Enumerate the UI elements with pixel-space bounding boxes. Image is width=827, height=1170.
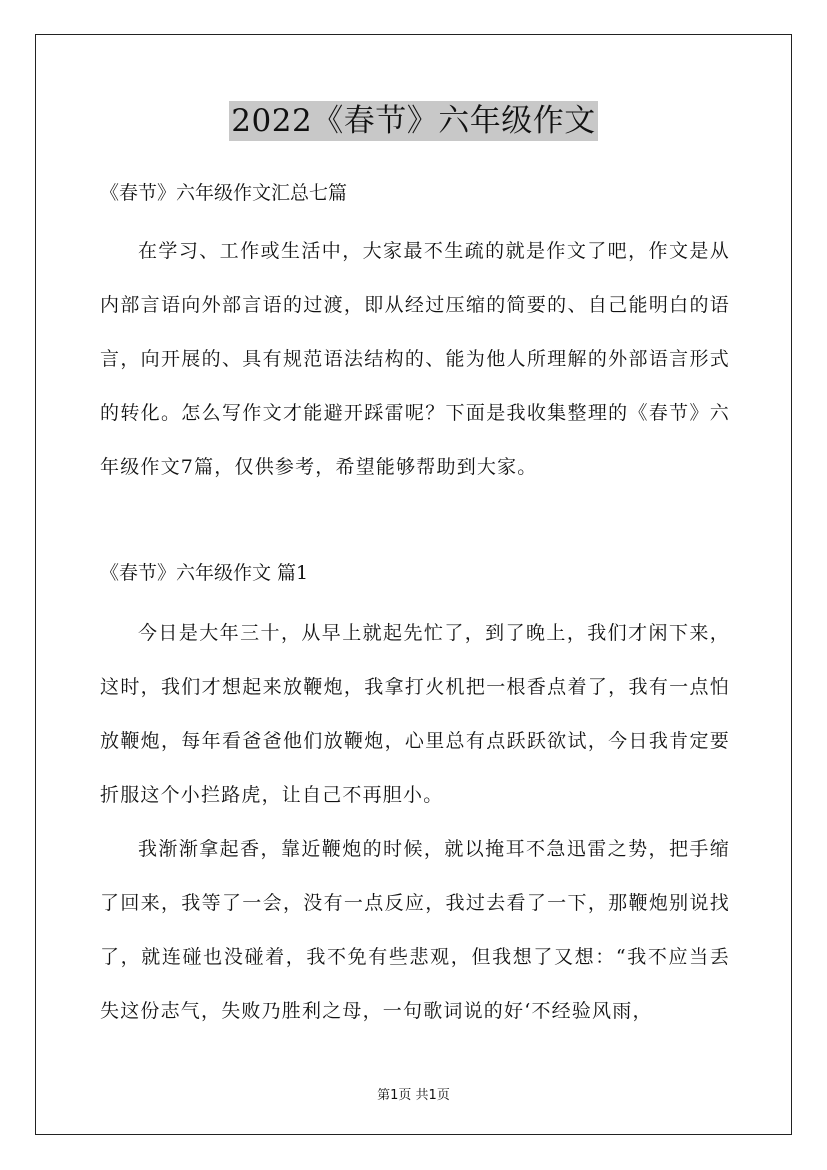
body-paragraph: 我渐渐拿起香，靠近鞭炮的时候，就以掩耳不急迅雷之势，把手缩了回来，我等了一会，没有一点反应，我过去看了一下，那鞭炮别说找了，就连碰也没碰着，我不免有些悲观，但我想了又想：“我不应当丢失这份志气，失败乃胜利之母，一句歌词说的好‘不经验风雨， — [100, 838, 730, 1022]
body-paragraph: 今日是大年三十，从早上就起先忙了，到了晚上，我们才闲下来，这时，我们才想起来放鞭炮，我拿打火机把一根香点着了，我有一点怕放鞭炮，每年看爸爸他们放鞭炮，心里总有点跃跃欲试，今日我肯定要折服这个小拦路虎，让自己不再胆小。 — [100, 622, 730, 806]
page-footer: 第1页 共1页 — [377, 1088, 450, 1103]
document-subtitle: 《春节》六年级作文汇总七篇 — [100, 182, 348, 204]
intro-paragraph: 在学习、工作或生活中，大家最不生疏的就是作文了吧，作文是从内部言语向外部言语的过渡，即从经过压缩的简要的、自己能明白的语言，向开展的、具有规范语法结构的、能为他人所理解的外部语言形式的转化。怎么写作文才能避开踩雷呢？下面是我收集整理的《春节》六年级作文7篇，仅供参考，希望能够帮助到大家。 — [100, 240, 730, 478]
section-heading: 《春节》六年级作文 篇1 — [100, 562, 309, 584]
document-body — [100, 170, 730, 1038]
title-container — [0, 101, 827, 141]
document-title: 2022《春节》六年级作文 — [231, 103, 596, 139]
